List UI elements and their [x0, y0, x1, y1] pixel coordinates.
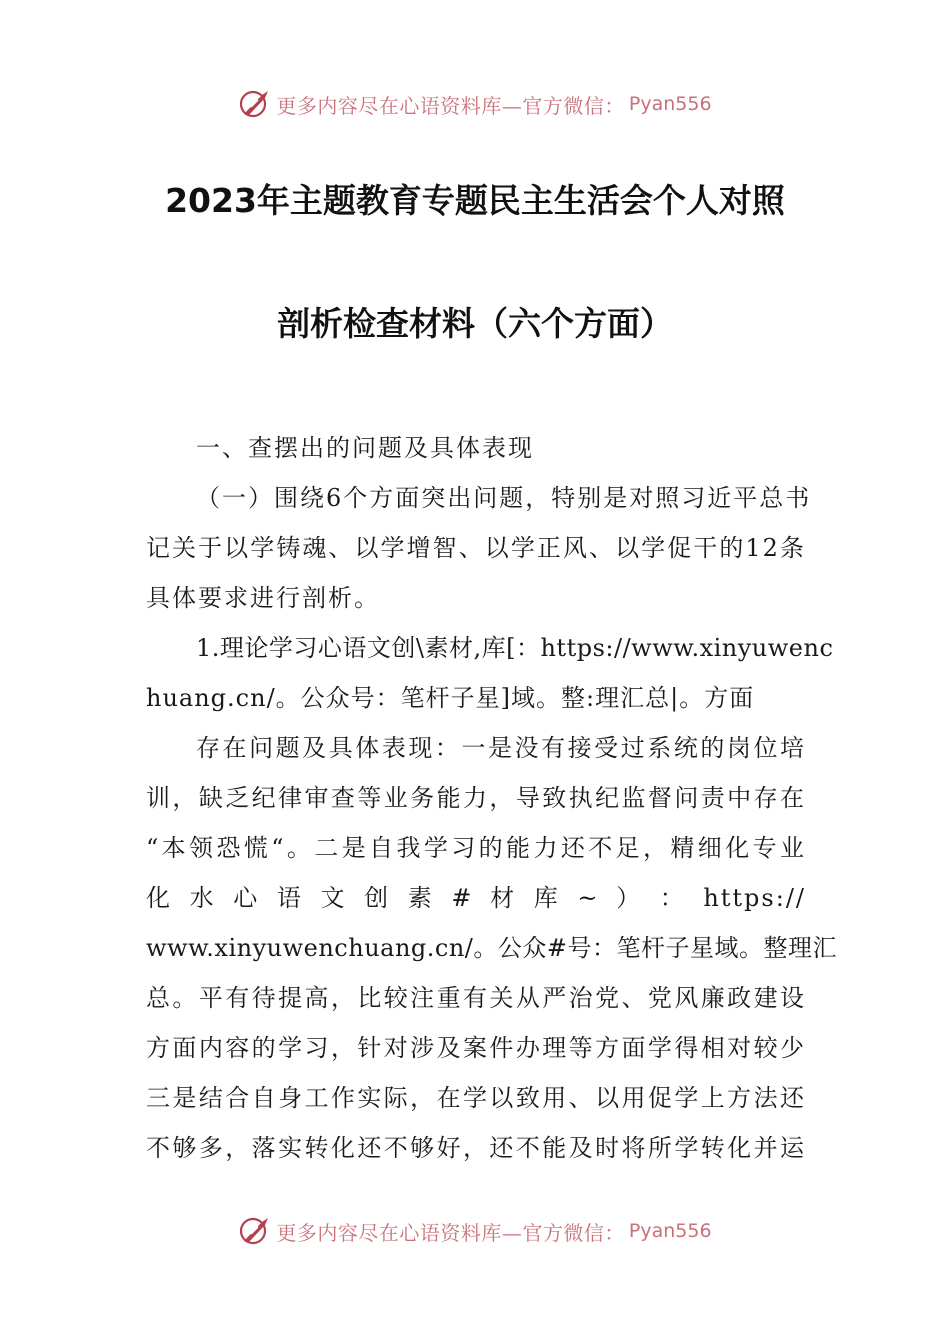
body-line: 不够多，落实转化还不够好，还不能及时将所学转化并运: [146, 1134, 806, 1162]
body-line: www.xinyuwenchuang.cn/。公众#号：笔杆子星域。整理汇: [146, 934, 838, 962]
body-line: 训，缺乏纪律审查等业务能力，导致执纪监督问责中存在: [146, 784, 806, 812]
body-line: 总。平有待提高，比较注重有关从严治党、党风廉政建设: [146, 984, 806, 1012]
body-line: 记关于以学铸魂、以学增智、以学正风、以学促干的12条: [146, 534, 806, 562]
header-watermark: [0, 84, 950, 124]
watermark-text: 更多内容尽在心语资料库—官方微信：: [276, 93, 625, 118]
watermark-wechat-id: Pyan556: [628, 93, 712, 115]
body-line: 具体要求进行剖析。: [146, 584, 380, 612]
body-line: 三是结合自身工作实际，在学以致用、以用促学上方法还: [146, 1084, 806, 1112]
document-title-line-1: 2023年主题教育专题民主生活会个人对照: [165, 181, 785, 220]
section-heading: 一、查摆出的问题及具体表现: [196, 434, 534, 462]
footer-watermark: [0, 1211, 950, 1251]
body-line: 方面内容的学习，针对涉及案件办理等方面学得相对较少: [146, 1034, 806, 1062]
quill-logo-icon: [238, 87, 272, 121]
watermark-wechat-id: Pyan556: [628, 1220, 712, 1242]
body-line: 存在问题及具体表现：一是没有接受过系统的岗位培: [196, 734, 806, 762]
document-title-line-2: 剖析检查材料（六个方面）: [277, 304, 673, 343]
watermark-text: 更多内容尽在心语资料库—官方微信：: [276, 1220, 625, 1245]
body-line: 化 水 心 语 文 创 素 # 材 库 ~ ） ： https://: [146, 884, 806, 912]
body-line: “本领恐慌“。二是自我学习的能力还不足，精细化专业: [146, 834, 806, 862]
body-line: （一）围绕6个方面突出问题，特别是对照习近平总书: [196, 484, 812, 512]
quill-logo-icon: [238, 1214, 272, 1248]
body-line: huang.cn/。公众号：笔杆子星]域。整:理汇总|。方面: [146, 684, 755, 712]
body-line: 1.理论学习心语文创\素材,库[：https://www.xinyuwenc: [196, 634, 834, 662]
